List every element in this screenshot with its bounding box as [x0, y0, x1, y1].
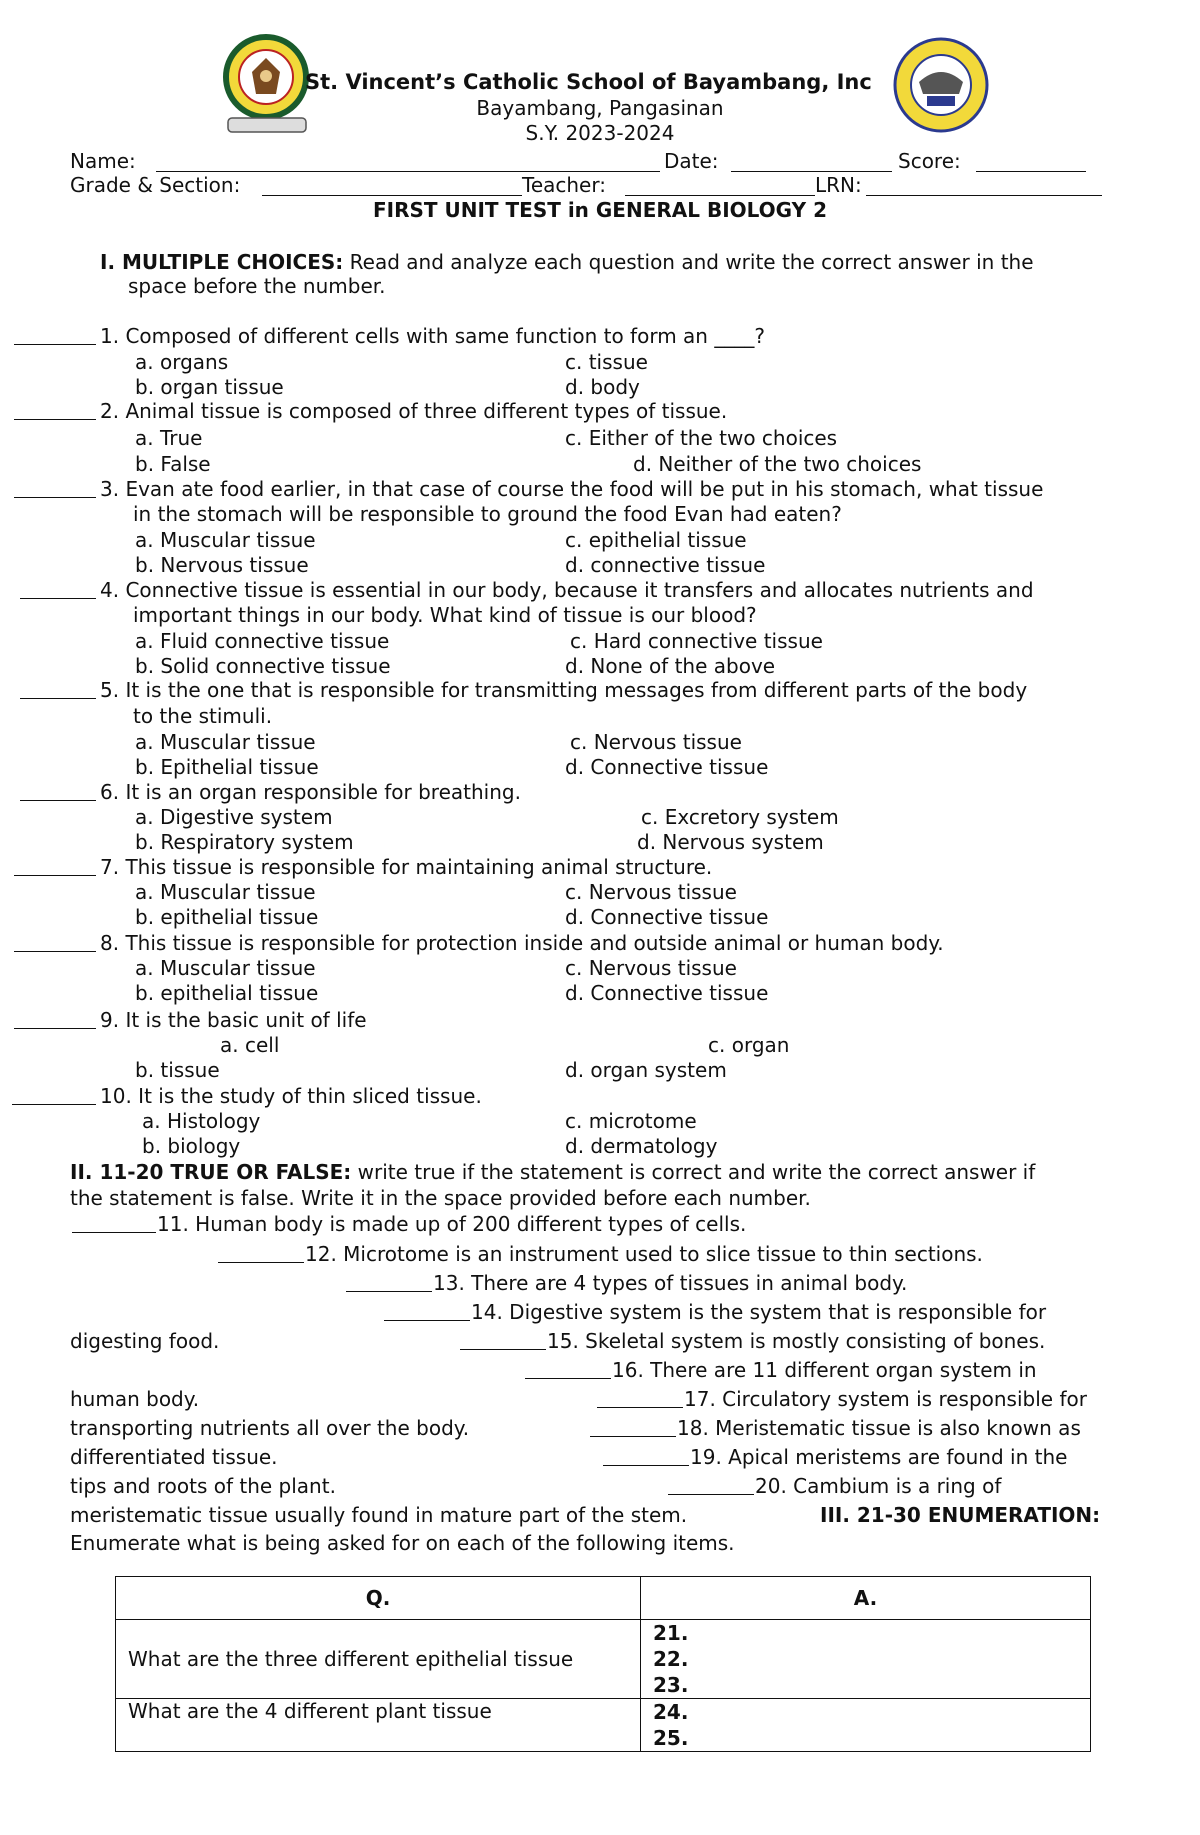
- answer-blank-16[interactable]: [525, 1378, 611, 1379]
- answer-blank-12[interactable]: [218, 1262, 304, 1263]
- question-9: 9. It is the basic unit of life: [100, 1008, 367, 1032]
- q3-choice-b: b. Nervous tissue: [135, 553, 309, 577]
- question-4-line2: important things in our body. What kind of tissue is our blood?: [133, 603, 757, 627]
- part1-instructions-line2: space before the number.: [128, 274, 386, 298]
- q5-choice-c: c. Nervous tissue: [570, 730, 742, 754]
- q2-choice-c: c. Either of the two choices: [565, 426, 838, 450]
- lrn-field[interactable]: [866, 195, 1102, 196]
- q8-choice-b: b. epithelial tissue: [135, 981, 319, 1005]
- part1-instructions-line1: Read and analyze each question and write the correct answer in the: [343, 250, 1034, 274]
- table-row: [116, 1620, 1091, 1699]
- q10-choice-b: b. biology: [142, 1134, 241, 1158]
- tf-item-18-line2: differentiated tissue.: [70, 1445, 278, 1469]
- q10-choice-c: c. microtome: [565, 1109, 697, 1133]
- q9-choice-d: d. organ system: [565, 1058, 727, 1082]
- answer-blank-7[interactable]: [14, 875, 96, 876]
- answer-blank-17[interactable]: [597, 1407, 683, 1408]
- answer-blank-3[interactable]: [14, 497, 96, 498]
- q6-choice-a: a. Digestive system: [135, 805, 333, 829]
- q4-choice-c: c. Hard connective tissue: [570, 629, 823, 653]
- score-field[interactable]: [976, 171, 1086, 172]
- question-10: 10. It is the study of thin sliced tissue.: [100, 1084, 482, 1108]
- part2-instructions-line1: write true if the statement is correct and write the correct answer if: [351, 1160, 1036, 1184]
- q1-choice-b: b. organ tissue: [135, 375, 284, 399]
- enumeration-table: [115, 1576, 1091, 1752]
- q4-choice-b: b. Solid connective tissue: [135, 654, 391, 678]
- column-header-q: Q.: [116, 1577, 641, 1620]
- q8-choice-d: d. Connective tissue: [565, 981, 769, 1005]
- teacher-label: Teacher:: [522, 173, 606, 197]
- q4-choice-d: d. None of the above: [565, 654, 776, 678]
- q6-choice-b: b. Respiratory system: [135, 830, 354, 854]
- q10-choice-d: d. dermatology: [565, 1134, 718, 1158]
- q2-choice-d: d. Neither of the two choices: [633, 452, 922, 476]
- q2-choice-a: a. True: [135, 426, 203, 450]
- q10-choice-a: a. Histology: [142, 1109, 261, 1133]
- tf-item-19: 19. Apical meristems are found in the: [690, 1445, 1068, 1469]
- part3-instructions: Enumerate what is being asked for on each of the following items.: [70, 1531, 735, 1555]
- answer-22: 22.: [653, 1647, 689, 1671]
- tf-item-16-line2: human body.: [70, 1387, 200, 1411]
- teacher-field[interactable]: [625, 195, 815, 196]
- q5-choice-a: a. Muscular tissue: [135, 730, 316, 754]
- grade-section-field[interactable]: [262, 195, 522, 196]
- q9-choice-a: a. cell: [220, 1033, 280, 1057]
- part2-heading: II. 11-20 TRUE OR FALSE:: [70, 1160, 352, 1184]
- answer-24: 24.: [653, 1700, 689, 1724]
- answer-blank-9[interactable]: [14, 1028, 96, 1029]
- question-2: 2. Animal tissue is composed of three different types of tissue.: [100, 399, 728, 423]
- q3-choice-c: c. epithelial tissue: [565, 528, 747, 552]
- q9-choice-b: b. tissue: [135, 1058, 220, 1082]
- q6-choice-d: d. Nervous system: [637, 830, 824, 854]
- question-6: 6. It is an organ responsible for breathing.: [100, 780, 521, 804]
- q7-choice-c: c. Nervous tissue: [565, 880, 737, 904]
- q1-choice-c: c. tissue: [565, 350, 648, 374]
- school-year: S.Y. 2023-2024: [525, 121, 675, 145]
- enumeration-question: What are the 4 different plant tissue: [116, 1699, 641, 1752]
- tf-item-15: 15. Skeletal system is mostly consisting of bones.: [547, 1329, 1046, 1353]
- q5-choice-b: b. Epithelial tissue: [135, 755, 319, 779]
- tf-item-20: 20. Cambium is a ring of: [755, 1474, 1002, 1498]
- name-label: Name:: [70, 149, 136, 173]
- part1-instructions: [100, 250, 1034, 274]
- tf-item-17-line2: transporting nutrients all over the body.: [70, 1416, 470, 1440]
- q9-choice-c: c. organ: [708, 1033, 790, 1057]
- q7-choice-b: b. epithelial tissue: [135, 905, 319, 929]
- tf-item-14-line2: digesting food.: [70, 1329, 220, 1353]
- answer-blank-20[interactable]: [668, 1494, 754, 1495]
- question-3-line2: in the stomach will be responsible to ground the food Evan had eaten?: [133, 502, 842, 526]
- answer-blank-11[interactable]: [72, 1232, 156, 1233]
- test-title: FIRST UNIT TEST in GENERAL BIOLOGY 2: [372, 198, 828, 222]
- q2-choice-b: b. False: [135, 452, 211, 476]
- answer-23: 23.: [653, 1673, 689, 1697]
- tf-item-11: 11. Human body is made up of 200 different types of cells.: [157, 1212, 747, 1236]
- question-3: 3. Evan ate food earlier, in that case of course the food will be put in his stomach, what tissue: [100, 477, 1044, 501]
- q5-choice-d: d. Connective tissue: [565, 755, 769, 779]
- tf-item-17: 17. Circulatory system is responsible for: [684, 1387, 1087, 1411]
- q1-choice-a: a. organs: [135, 350, 229, 374]
- q6-choice-c: c. Excretory system: [641, 805, 839, 829]
- part3-heading: III. 21-30 ENUMERATION:: [820, 1503, 1101, 1527]
- tf-item-14: 14. Digestive system is the system that is responsible for: [471, 1300, 1047, 1324]
- question-1: 1. Composed of different cells with same function to form an ____?: [100, 324, 765, 348]
- part2-instructions-line2: the statement is false. Write it in the space provided before each number.: [70, 1186, 811, 1210]
- answer-blank-8[interactable]: [14, 951, 96, 952]
- name-field[interactable]: [156, 171, 660, 172]
- answer-blank-15[interactable]: [460, 1349, 546, 1350]
- q7-choice-d: d. Connective tissue: [565, 905, 769, 929]
- q1-choice-d: d. body: [565, 375, 640, 399]
- enumeration-answer-cell[interactable]: [641, 1620, 1091, 1699]
- table-row: [116, 1699, 1091, 1752]
- tf-item-20-line2: meristematic tissue usually found in mature part of the stem.: [70, 1503, 688, 1527]
- tf-item-13: 13. There are 4 types of tissues in animal body.: [433, 1271, 908, 1295]
- answer-blank-10[interactable]: [12, 1104, 96, 1105]
- question-4: 4. Connective tissue is essential in our body, because it transfers and allocates nutrients and: [100, 578, 1034, 602]
- part2-instructions: [70, 1160, 1035, 1184]
- school-address: Bayambang, Pangasinan: [476, 96, 724, 120]
- question-5-line2: to the stimuli.: [133, 704, 273, 728]
- question-7: 7. This tissue is responsible for maintaining animal structure.: [100, 855, 713, 879]
- part1-heading: I. MULTIPLE CHOICES:: [100, 250, 344, 274]
- answer-blank-1[interactable]: [14, 344, 96, 345]
- answer-blank-13[interactable]: [346, 1291, 432, 1292]
- answer-21: 21.: [653, 1621, 689, 1645]
- answer-blank-4[interactable]: [20, 598, 96, 599]
- tf-item-18: 18. Meristematic tissue is also known as: [677, 1416, 1081, 1440]
- answer-blank-6[interactable]: [20, 800, 96, 801]
- tf-item-12: 12. Microtome is an instrument used to slice tissue to thin sections.: [305, 1242, 983, 1266]
- answer-blank-2[interactable]: [14, 419, 96, 420]
- tf-item-19-line2: tips and roots of the plant.: [70, 1474, 336, 1498]
- answer-blank-5[interactable]: [20, 698, 96, 699]
- q3-choice-d: d. connective tissue: [565, 553, 766, 577]
- q3-choice-a: a. Muscular tissue: [135, 528, 316, 552]
- enumeration-header-row: [116, 1577, 1091, 1620]
- school-name: St. Vincent’s Catholic School of Bayambang, Inc: [305, 70, 872, 94]
- answer-blank-19[interactable]: [603, 1465, 689, 1466]
- grade-section-label: Grade & Section:: [70, 173, 241, 197]
- question-8: 8. This tissue is responsible for protection inside and outside animal or human body.: [100, 931, 944, 955]
- q4-choice-a: a. Fluid connective tissue: [135, 629, 390, 653]
- answer-25: 25.: [653, 1726, 689, 1750]
- q8-choice-a: a. Muscular tissue: [135, 956, 316, 980]
- enumeration-question: What are the three different epithelial tissue: [116, 1620, 641, 1699]
- q7-choice-a: a. Muscular tissue: [135, 880, 316, 904]
- answer-blank-18[interactable]: [590, 1436, 676, 1437]
- question-5: 5. It is the one that is responsible for transmitting messages from different parts of the body: [100, 678, 1028, 702]
- score-label: Score:: [898, 149, 961, 173]
- date-field[interactable]: [731, 171, 892, 172]
- lrn-label: LRN:: [815, 173, 862, 197]
- tf-item-16: 16. There are 11 different organ system in: [612, 1358, 1037, 1382]
- enumeration-answer-cell[interactable]: [641, 1699, 1091, 1752]
- column-header-a: A.: [641, 1577, 1091, 1620]
- date-label: Date:: [664, 149, 719, 173]
- answer-blank-14[interactable]: [384, 1320, 470, 1321]
- q8-choice-c: c. Nervous tissue: [565, 956, 737, 980]
